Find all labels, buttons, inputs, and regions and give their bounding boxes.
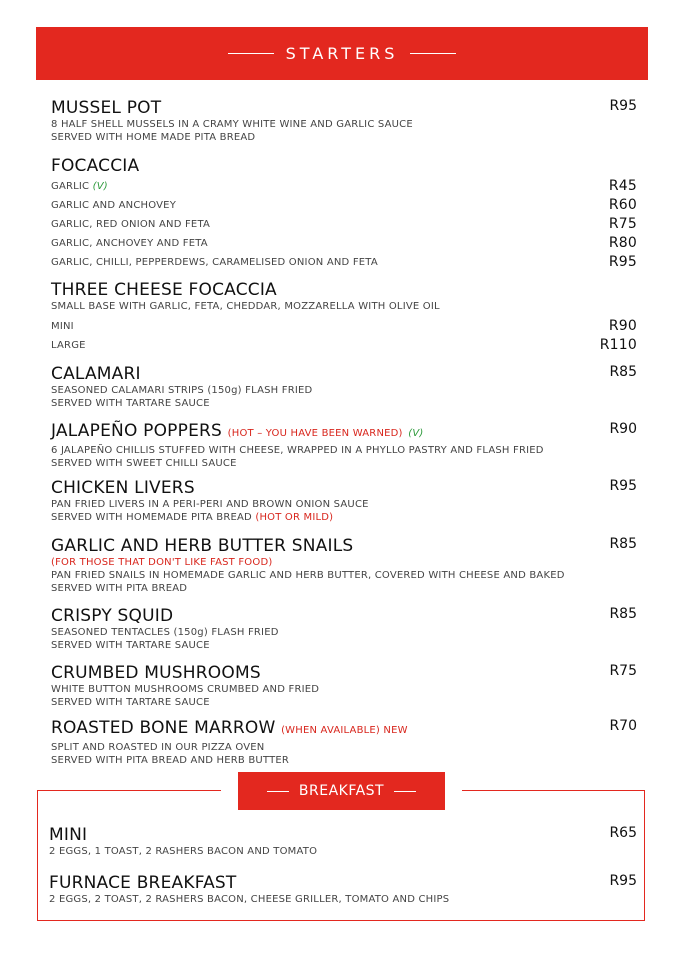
divider (394, 791, 416, 792)
option-label: GARLIC AND ANCHOVEY (51, 200, 177, 211)
vegetarian-badge: (V) (408, 428, 424, 439)
option-label: GARLIC (51, 181, 90, 192)
item-description: 6 JALAPEÑO CHILLIS STUFFED WITH CHEESE, WRAPPED IN A PHYLLO PASTRY AND FLASH FRIED (51, 445, 544, 456)
item-description: SERVED WITH HOME MADE PITA BREAD (51, 132, 256, 143)
menu-item-mini (49, 825, 641, 858)
menu-item-focaccia (51, 156, 641, 176)
option-label: GARLIC, ANCHOVEY AND FETA (51, 238, 208, 249)
item-description: SERVED WITH TARTARE SAUCE (51, 398, 210, 409)
item-price: R90 (609, 421, 637, 437)
section-title: BREAKFAST (298, 783, 385, 799)
option-label: MINI (51, 321, 74, 332)
divider (410, 53, 456, 54)
item-name: CALAMARI (51, 364, 141, 384)
option-price: R95 (608, 254, 637, 270)
item-description: PAN FRIED LIVERS IN A PERI-PERI AND BROWN ONION SAUCE (51, 499, 369, 510)
item-name: GARLIC AND HERB BUTTER SNAILS (51, 536, 354, 556)
item-price: R95 (609, 98, 637, 114)
item-description: SERVED WITH TARTARE SAUCE (51, 697, 210, 708)
option-label: LARGE (51, 340, 86, 351)
item-price: R95 (609, 478, 637, 494)
item-description: SERVED WITH HOMEMADE PITA BREAD (51, 512, 252, 523)
item-name: MINI (49, 825, 88, 845)
item-description: SERVED WITH PITA BREAD (51, 583, 188, 594)
option-row (51, 254, 641, 270)
option-row (51, 178, 641, 194)
menu-item-snails (51, 536, 641, 595)
item-price: R70 (609, 718, 637, 734)
item-price: R85 (609, 606, 637, 622)
item-name: THREE CHEESE FOCACCIA (51, 280, 277, 300)
option-label: GARLIC, CHILLI, PEPPERDEWS, CARAMELISED ONION AND FETA (51, 257, 378, 268)
menu-item-furnace-breakfast (49, 873, 641, 906)
item-name-row (51, 718, 641, 741)
item-description: 8 HALF SHELL MUSSELS IN A CRAMY WHITE WINE AND GARLIC SAUCE (51, 119, 413, 130)
option-price: R110 (599, 337, 637, 353)
menu-item-three-cheese-focaccia (51, 280, 641, 313)
item-description: SPLIT AND ROASTED IN OUR PIZZA OVEN (51, 742, 265, 753)
item-description: SERVED WITH PITA BREAD AND HERB BUTTER (51, 755, 290, 766)
item-note: (WHEN AVAILABLE) NEW (281, 725, 408, 736)
option-row (51, 235, 641, 251)
item-price: R75 (609, 663, 637, 679)
item-description: 2 EGGS, 2 TOAST, 2 RASHERS BACON, CHEESE GRILLER, TOMATO AND CHIPS (49, 894, 450, 905)
menu-item-chicken-livers (51, 478, 641, 524)
item-price: R85 (609, 364, 637, 380)
option-row (51, 197, 641, 213)
option-price: R45 (608, 178, 637, 194)
item-description: SEASONED TENTACLES (150g) FLASH FRIED (51, 627, 279, 638)
item-description: SMALL BASE WITH GARLIC, FETA, CHEDDAR, MOZZARELLA WITH OLIVE OIL (51, 301, 440, 312)
menu-item-mussel-pot (51, 98, 641, 144)
menu-item-crumbed-mushrooms (51, 663, 641, 709)
item-name: CRUMBED MUSHROOMS (51, 663, 261, 683)
menu-item-jalapeno-poppers (51, 421, 641, 470)
item-note: (HOT OR MILD) (255, 512, 334, 523)
item-note: (FOR THOSE THAT DON'T LIKE FAST FOOD) (51, 557, 273, 568)
option-row (51, 337, 641, 353)
item-description: SERVED WITH TARTARE SAUCE (51, 640, 210, 651)
item-description: WHITE BUTTON MUSHROOMS CRUMBED AND FRIED (51, 684, 320, 695)
item-description: 2 EGGS, 1 TOAST, 2 RASHERS BACON AND TOMATO (49, 846, 318, 857)
item-name: JALAPEÑO POPPERS (51, 421, 223, 441)
option-label: GARLIC, RED ONION AND FETA (51, 219, 211, 230)
option-price: R90 (608, 318, 637, 334)
menu-item-crispy-squid (51, 606, 641, 652)
option-price: R80 (608, 235, 637, 251)
option-row (51, 216, 641, 232)
item-note: (HOT – YOU HAVE BEEN WARNED) (227, 428, 403, 439)
item-price: R95 (609, 873, 637, 889)
item-name: CHICKEN LIVERS (51, 478, 195, 498)
starters-header (36, 27, 648, 80)
option-price: R75 (608, 216, 637, 232)
item-description: SEASONED CALAMARI STRIPS (150g) FLASH FRIED (51, 385, 313, 396)
option-row (51, 318, 641, 334)
item-price: R85 (609, 536, 637, 552)
item-description-row (51, 511, 641, 524)
item-name: FOCACCIA (51, 156, 140, 176)
menu-item-calamari (51, 364, 641, 410)
item-name: FURNACE BREAKFAST (49, 873, 237, 893)
item-price: R65 (609, 825, 637, 841)
vegetarian-badge: (V) (92, 181, 108, 192)
item-name-row (51, 421, 641, 444)
option-price: R60 (608, 197, 637, 213)
item-name: CRISPY SQUID (51, 606, 174, 626)
section-title: STARTERS (285, 44, 399, 63)
divider (267, 791, 289, 792)
breakfast-header (238, 772, 445, 810)
menu-item-roasted-bone-marrow (51, 718, 641, 767)
divider (228, 53, 274, 54)
item-name: ROASTED BONE MARROW (51, 718, 276, 738)
item-description: SERVED WITH SWEET CHILLI SAUCE (51, 458, 237, 469)
item-description: PAN FRIED SNAILS IN HOMEMADE GARLIC AND HERB BUTTER, COVERED WITH CHEESE AND BAKED (51, 570, 565, 581)
item-name: MUSSEL POT (51, 98, 162, 118)
